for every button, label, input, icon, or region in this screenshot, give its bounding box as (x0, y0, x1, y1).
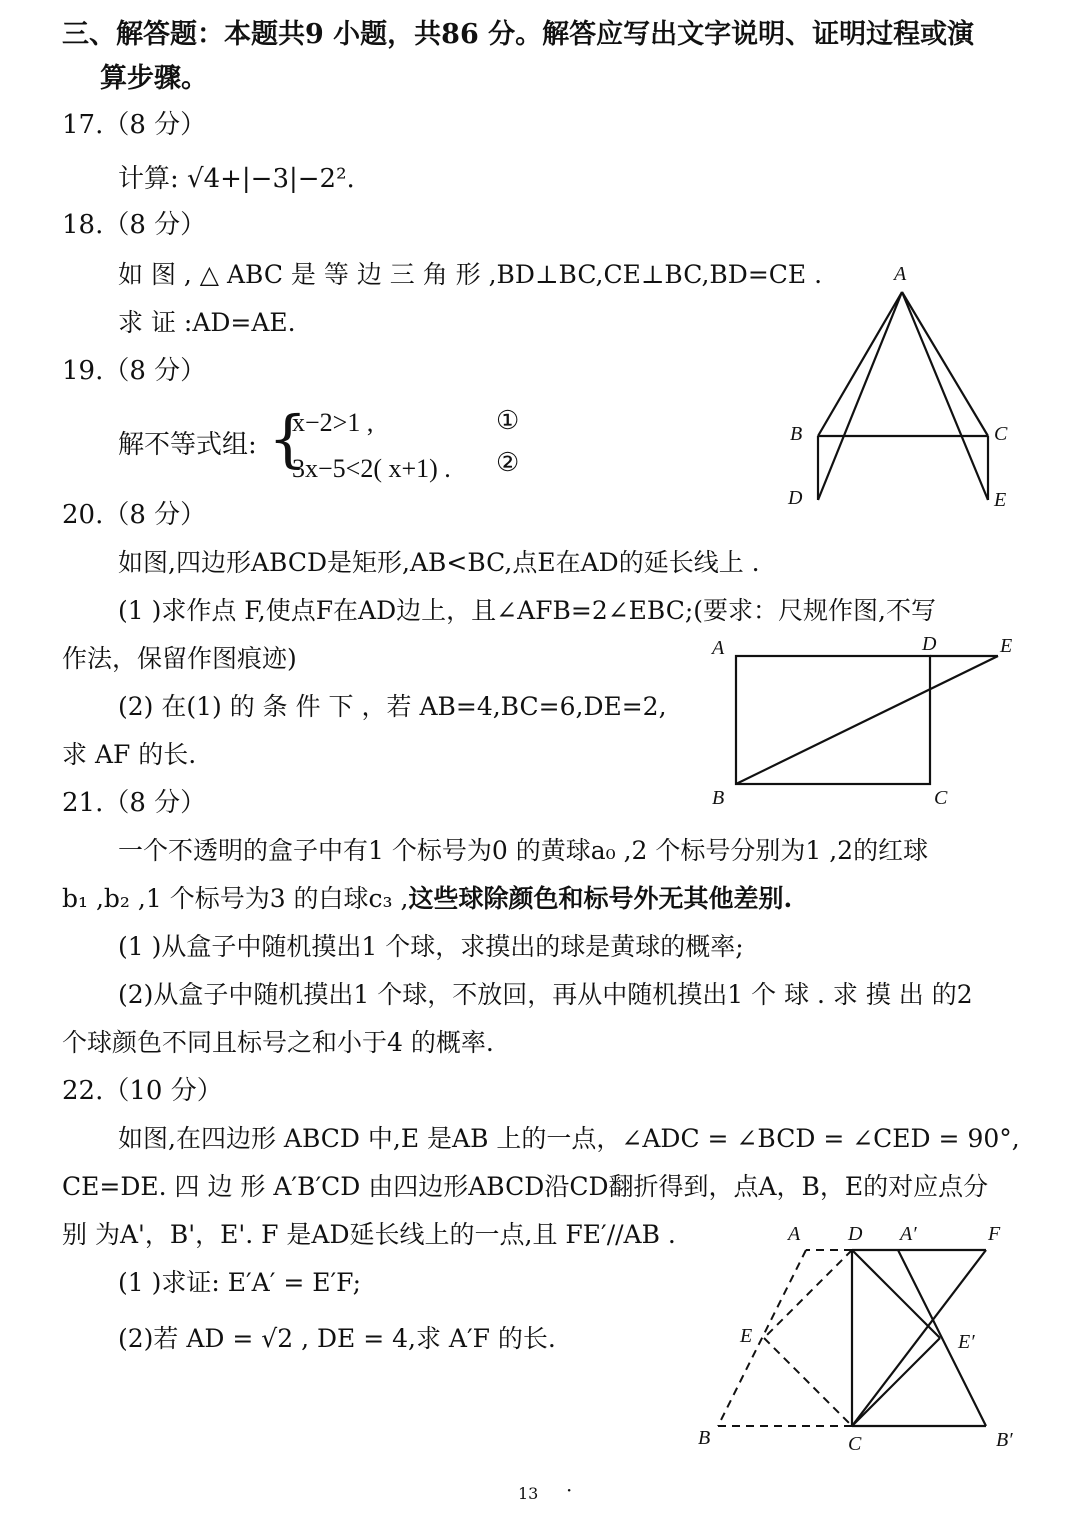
q18-line2: 求 证 :AD=AE. (118, 308, 296, 337)
page-dot: · (566, 1478, 573, 1502)
q22-label-a-prime: A′ (900, 1223, 917, 1245)
q22-label-e-prime: E′ (958, 1331, 975, 1353)
q17-heading: 17.（8 分） (62, 110, 207, 140)
q22-line4: (1 )求证: E′A′ = E′F; (118, 1268, 362, 1297)
q17-text (118, 162, 355, 196)
q22-label-d: D (848, 1223, 863, 1245)
q21-line5: 个球颜色不同且标号之和小于4 的概率. (62, 1028, 494, 1057)
q18-line1: 如 图 , △ ABC 是 等 边 三 角 形 ,BD⊥BC,CE⊥BC,BD=CE . (118, 260, 823, 289)
q20-line3: 作法，保留作图痕迹) (62, 644, 297, 673)
q21-line1: 一个不透明的盒子中有1 个标号为0 的黄球a₀ ,2 个标号分别为1 ,2的红球 (118, 836, 929, 865)
q18-label-d: D (788, 487, 803, 509)
q19-eq2: 3x−5<2( x+1) . (292, 454, 451, 483)
q20-line4: (2) 在(1) 的 条 件 下 ，若 AB=4,BC=6,DE=2, (118, 692, 667, 721)
q19-heading: 19.（8 分） (62, 356, 207, 386)
q21-line2 (62, 882, 792, 916)
q22-line2: CE=DE. 四 边 形 A′B′CD 由四边形ABCD沿CD翻折得到，点A，B，E的对应点分 (62, 1172, 989, 1201)
q22-label-b-prime: B′ (996, 1429, 1013, 1451)
q22-line3: 别 为A'，B'，E'. F 是AD延长线上的一点,且 FE′//AB . (62, 1220, 676, 1249)
q20-label-d: D (922, 633, 937, 655)
q21-line2-part2: 这些球除颜色和标号外无其他差别. (408, 884, 793, 913)
q22-label-f: F (988, 1223, 1001, 1245)
page-number: 13 (518, 1484, 539, 1503)
section-title-cont: 算步骤。 (100, 63, 208, 94)
q22-label-c: C (848, 1433, 862, 1455)
q20-heading: 20.（8 分） (62, 500, 207, 530)
q22-heading: 22.（10 分） (62, 1076, 223, 1106)
q18-label-a: A (894, 263, 907, 285)
q19-mark2: ② (496, 448, 520, 478)
q18-figure (770, 258, 1040, 518)
q18-label-c: C (994, 423, 1008, 445)
q22-line5: (2)若 AD = √2 , DE = 4,求 A′F 的长. (118, 1324, 556, 1353)
q20-label-c: C (934, 787, 948, 809)
q20-line5: 求 AF 的长. (62, 740, 197, 769)
q22-figure (690, 1216, 1030, 1466)
q20-figure (700, 628, 1030, 814)
q20-line2: (1 )求作点 F,使点F在AD边上，且∠AFB=2∠EBC;(要求：尺规作图,不写 (118, 596, 937, 625)
q18-label-b: B (790, 423, 803, 445)
q21-line3: (1 )从盒子中随机摸出1 个球，求摸出的球是黄球的概率; (118, 932, 744, 961)
q18-heading: 18.（8 分） (62, 210, 207, 240)
q17-prefix: 计算: (118, 164, 179, 194)
q22-line1: 如图,在四边形 ABCD 中,E 是AB 上的一点，∠ADC = ∠BCD = ∠CED = 90°, (118, 1124, 1020, 1153)
q17-expression: √4+|−3|−2². (187, 164, 355, 194)
q22-label-e: E (740, 1325, 753, 1347)
q20-line1: 如图,四边形ABCD是矩形,AB<BC,点E在AD的延长线上 . (118, 548, 760, 577)
q22-label-a: A (788, 1223, 801, 1245)
section-title: 三、解答题：本题共9 小题，共86 分。解答应写出文字说明、证明过程或演 (62, 19, 975, 50)
q19-prefix: 解不等式组: (118, 430, 257, 460)
q21-line4: (2)从盒子中随机摸出1 个球，不放回，再从中随机摸出1 个 球 . 求 摸 出 的2 (118, 980, 973, 1009)
q20-label-e: E (1000, 635, 1013, 657)
q19-mark1: ① (496, 406, 520, 436)
q20-label-a: A (712, 637, 725, 659)
q19-eq1: x−2>1 , (292, 408, 374, 437)
q20-label-b: B (712, 787, 725, 809)
q22-label-b: B (698, 1427, 711, 1449)
q21-heading: 21.（8 分） (62, 788, 207, 818)
q18-label-e: E (994, 489, 1007, 511)
q19-brace: { (268, 402, 308, 475)
q21-line2-part1: b₁ ,b₂ ,1 个标号为3 的白球c₃ , (62, 884, 409, 913)
